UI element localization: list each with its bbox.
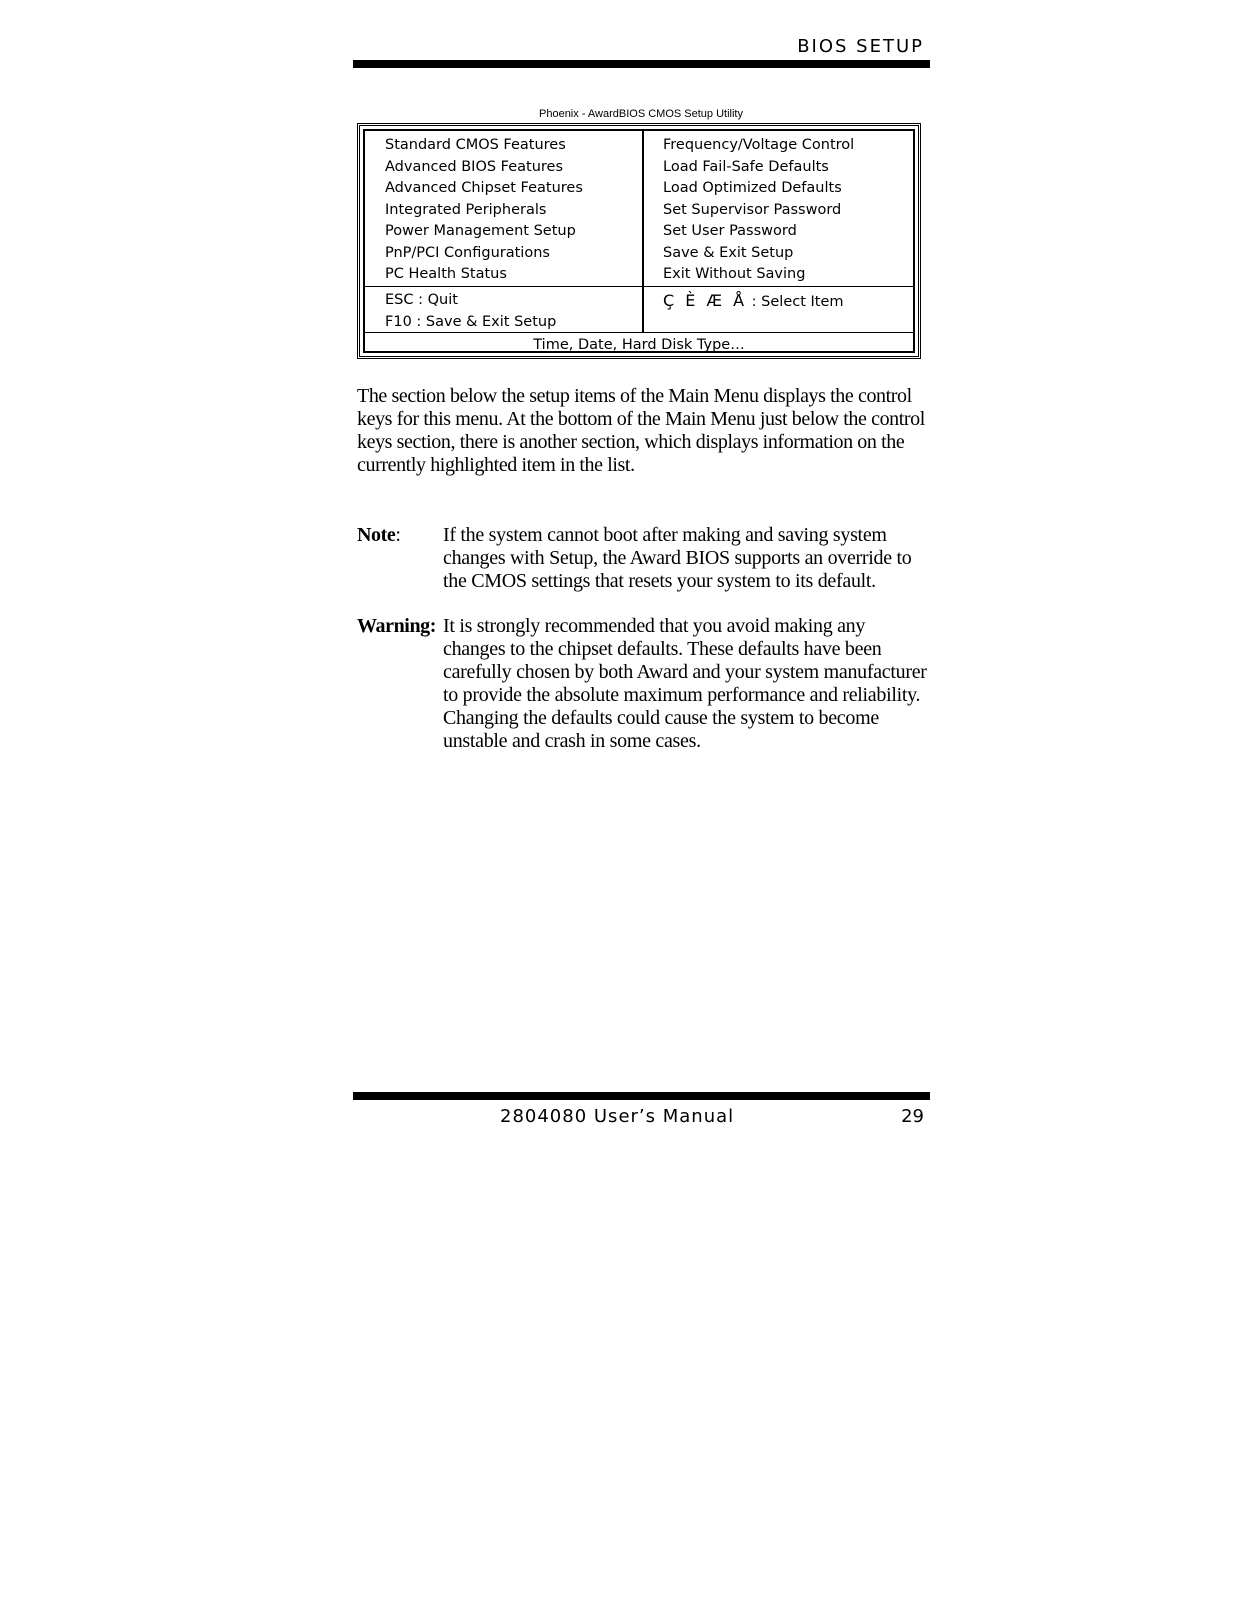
bios-menu-right-column bbox=[663, 135, 854, 286]
bios-menu-item[interactable]: Save & Exit Setup bbox=[663, 244, 794, 261]
select-item-key bbox=[663, 290, 844, 314]
bios-menu-items-area bbox=[365, 131, 913, 287]
bios-menu-item[interactable]: Exit Without Saving bbox=[663, 266, 806, 282]
bios-menu-item[interactable]: Load Fail-Safe Defaults bbox=[663, 158, 829, 175]
note-label-colon: : bbox=[395, 524, 401, 546]
arrow-keys-icon: Ç È Æ Å bbox=[663, 291, 748, 310]
bios-item-help-line: Time, Date, Hard Disk Type… bbox=[533, 337, 745, 353]
warning-text: It is strongly recommended that you avoid making any changes to the chipset defaults. These defaults have been carefully chosen by both Award and your system manufacturer to provide the absolute maximum performance and reliability. Changing the defaults could cause the system to become unstable and crash in some cases. bbox=[443, 615, 927, 752]
bios-menu-item[interactable]: Advanced Chipset Features bbox=[385, 180, 583, 196]
note-label bbox=[357, 524, 401, 547]
bios-screen-caption: Phoenix - AwardBIOS CMOS Setup Utility bbox=[539, 108, 743, 120]
bios-menu-item[interactable]: PC Health Status bbox=[385, 266, 507, 282]
bios-menu-item[interactable]: Set Supervisor Password bbox=[663, 201, 842, 218]
page-number: 29 bbox=[901, 1106, 924, 1127]
bios-menu-item[interactable]: Frequency/Voltage Control bbox=[663, 137, 855, 153]
select-item-label: : Select Item bbox=[747, 294, 844, 310]
section-title: BIOS SETUP bbox=[797, 36, 924, 57]
bios-menu-item[interactable]: Standard CMOS Features bbox=[385, 137, 566, 153]
bios-menu-item[interactable]: Advanced BIOS Features bbox=[385, 158, 564, 175]
bios-menu-item[interactable]: PnP/PCI Configurations bbox=[385, 244, 550, 261]
note-label-text: Note bbox=[357, 524, 396, 546]
bios-main-menu-screen bbox=[357, 123, 921, 359]
header-rule bbox=[353, 60, 930, 68]
bios-menu-left-column bbox=[385, 135, 583, 286]
footer-rule bbox=[353, 1092, 930, 1100]
bios-menu-item[interactable]: Load Optimized Defaults bbox=[663, 180, 842, 196]
bios-control-keys-area bbox=[365, 287, 913, 333]
bios-menu-item[interactable]: Power Management Setup bbox=[385, 223, 576, 239]
bios-menu-item[interactable]: Integrated Peripherals bbox=[385, 201, 547, 218]
manual-title: 2804080 User’s Manual bbox=[500, 1106, 735, 1127]
main-menu-description: The section below the setup items of the Main Menu displays the control keys for this menu. At the bottom of the Main Menu just below the control keys section, there is another section, which displays information on the currently highlighted item in the list. bbox=[357, 385, 925, 476]
bios-keys-left-column bbox=[385, 290, 556, 333]
f10-save-exit-key: F10 : Save & Exit Setup bbox=[385, 313, 557, 330]
warning-label: Warning: bbox=[357, 615, 437, 637]
bios-keys-right-column bbox=[663, 290, 844, 314]
bios-menu-item[interactable]: Set User Password bbox=[663, 223, 797, 239]
esc-quit-key: ESC : Quit bbox=[385, 292, 458, 308]
note-text: If the system cannot boot after making and saving system changes with Setup, the Award BIOS supports an override to the CMOS settings that resets your system to its default. bbox=[443, 524, 912, 592]
bios-menu-inner-frame bbox=[363, 129, 915, 353]
